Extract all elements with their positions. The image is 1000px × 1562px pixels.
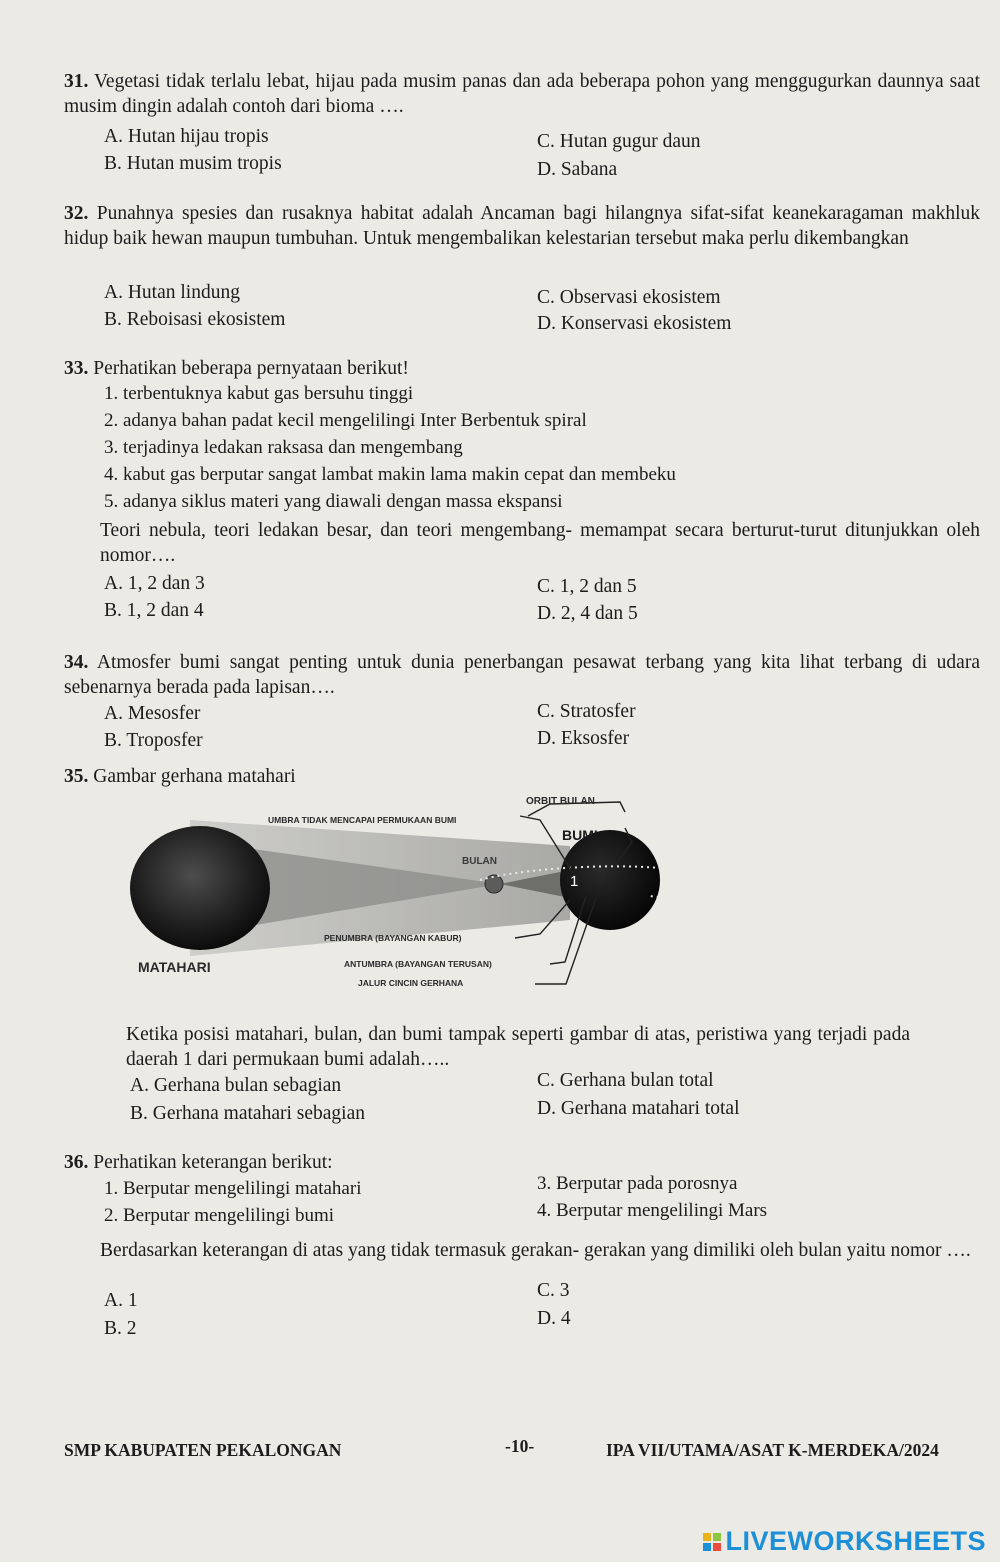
question-stem: Vegetasi tidak terlalu lebat, hijau pada musim panas dan ada beberapa pohon yang menggugurkan daunnya saat musim dingin adalah contoh dari bioma …. [64,71,980,117]
question-33 [64,356,980,381]
question-35 [64,764,980,789]
liveworksheets-watermark [703,1526,986,1557]
option-c[interactable]: C. 1, 2 dan 5 [537,576,637,597]
option-c[interactable]: C. Hutan gugur daun [537,131,701,152]
option-d[interactable]: D. 2, 4 dan 5 [537,603,638,624]
umbra-label: UMBRA TIDAK MENCAPAI PERMUKAAN BUMI [268,815,457,825]
option-b[interactable]: B. Reboisasi ekosistem [104,309,286,330]
question-number: 34. [64,652,89,673]
question-stem: Perhatikan beberapa pernyataan berikut! [93,358,409,379]
question-number: 35. [64,766,89,787]
penumbra-label: PENUMBRA (BAYANGAN KABUR) [324,933,462,943]
option-a[interactable]: A. 1, 2 dan 3 [104,573,205,594]
moon-label: BULAN [462,856,497,867]
question-36 [64,1150,980,1175]
statement-item: 2. Berputar mengelilingi bumi [104,1205,335,1226]
question-31 [64,69,980,119]
question-number: 32. [64,203,89,224]
footer-exam-code: IPA VII/UTAMA/ASAT K-MERDEKA/2024 [606,1440,939,1460]
moon [485,875,503,893]
option-a[interactable]: A. Hutan lindung [104,282,240,303]
option-d[interactable]: D. Gerhana matahari total [537,1098,740,1119]
option-c[interactable]: C. Gerhana bulan total [537,1070,714,1091]
orbit-label: ORBIT BULAN [526,796,595,807]
option-d[interactable]: D. Sabana [537,159,618,180]
question-number: 33. [64,358,89,379]
statement-item: 1. Berputar mengelilingi matahari [104,1178,362,1199]
statement-item: 4. Berputar mengelilingi Mars [537,1200,768,1221]
statement-item: 4. kabut gas berputar sangat lambat makin lama makin cepat dan membeku [104,464,676,485]
option-a[interactable]: A. Mesosfer [104,703,201,724]
question-34 [64,650,980,700]
question-stem: Atmosfer bumi sangat penting untuk dunia penerbangan pesawat terbang yang kita lihat terbang di udara sebenarnya berada pada lapisan…. [64,652,980,698]
statement-item: 3. Berputar pada porosnya [537,1173,738,1194]
question-prompt: Ketika posisi matahari, bulan, dan bumi tampak seperti gambar di atas, peristiwa yang terjadi pada daerah 1 dari permukaan bumi adalah….. [126,1024,910,1070]
option-c[interactable]: C. Observasi ekosistem [537,287,721,308]
option-b[interactable]: B. 2 [104,1318,137,1339]
ring-path-label: JALUR CINCIN GERHANA [358,978,464,988]
solar-eclipse-diagram [110,788,730,1000]
option-d[interactable]: D. Konservasi ekosistem [537,313,732,334]
option-a[interactable]: A. Gerhana bulan sebagian [130,1075,342,1096]
option-a[interactable]: A. 1 [104,1290,138,1311]
footer-page-number: -10- [505,1436,535,1456]
question-32 [64,201,980,251]
footer-school: SMP KABUPATEN PEKALONGAN [64,1440,342,1460]
option-b[interactable]: B. Hutan musim tropis [104,153,282,174]
option-b[interactable]: B. 1, 2 dan 4 [104,600,204,621]
statement-item: 5. adanya siklus materi yang diawali dengan massa ekspansi [104,491,563,512]
option-c[interactable]: C. 3 [537,1280,570,1301]
question-number: 36. [64,1152,89,1173]
region-1-label: 1 [570,873,579,890]
sun [130,826,270,950]
liveworksheets-logo-icon [703,1533,721,1551]
earth-label: BUMI [562,827,598,843]
statement-item: 3. terjadinya ledakan raksasa dan mengembang [104,437,463,458]
question-number: 31. [64,71,89,92]
antumbra-label: ANTUMBRA (BAYANGAN TERUSAN) [344,959,492,969]
question-prompt: Teori nebula, teori ledakan besar, dan teori mengembang- memampat secara berturut-turut ditunjukkan oleh nomor…. [100,520,980,566]
statement-item: 1. terbentuknya kabut gas bersuhu tinggi [104,383,414,404]
option-c[interactable]: C. Stratosfer [537,701,636,722]
statement-item: 2. adanya bahan padat kecil mengelilingi Inter Berbentuk spiral [104,410,587,431]
liveworksheets-text: LIVEWORKSHEETS [725,1526,986,1556]
question-stem: Perhatikan keterangan berikut: [93,1152,333,1173]
option-b[interactable]: B. Gerhana matahari sebagian [130,1103,365,1124]
option-d[interactable]: D. Eksosfer [537,728,630,749]
option-b[interactable]: B. Troposfer [104,730,203,751]
option-d[interactable]: D. 4 [537,1308,571,1329]
option-a[interactable]: A. Hutan hijau tropis [104,126,269,147]
question-stem: Gambar gerhana matahari [93,766,296,787]
question-prompt: Berdasarkan keterangan di atas yang tidak termasuk gerakan- gerakan yang dimiliki oleh bulan yaitu nomor …. [100,1240,971,1261]
sun-label: MATAHARI [138,959,211,975]
question-stem: Punahnya spesies dan rusaknya habitat adalah Ancaman bagi hilangnya sifat-sifat keanekaragaman makhluk hidup baik hewan maupun tumbuhan. Untuk mengembalikan kelestarian tersebut maka perlu dikembangkan [64,203,980,249]
